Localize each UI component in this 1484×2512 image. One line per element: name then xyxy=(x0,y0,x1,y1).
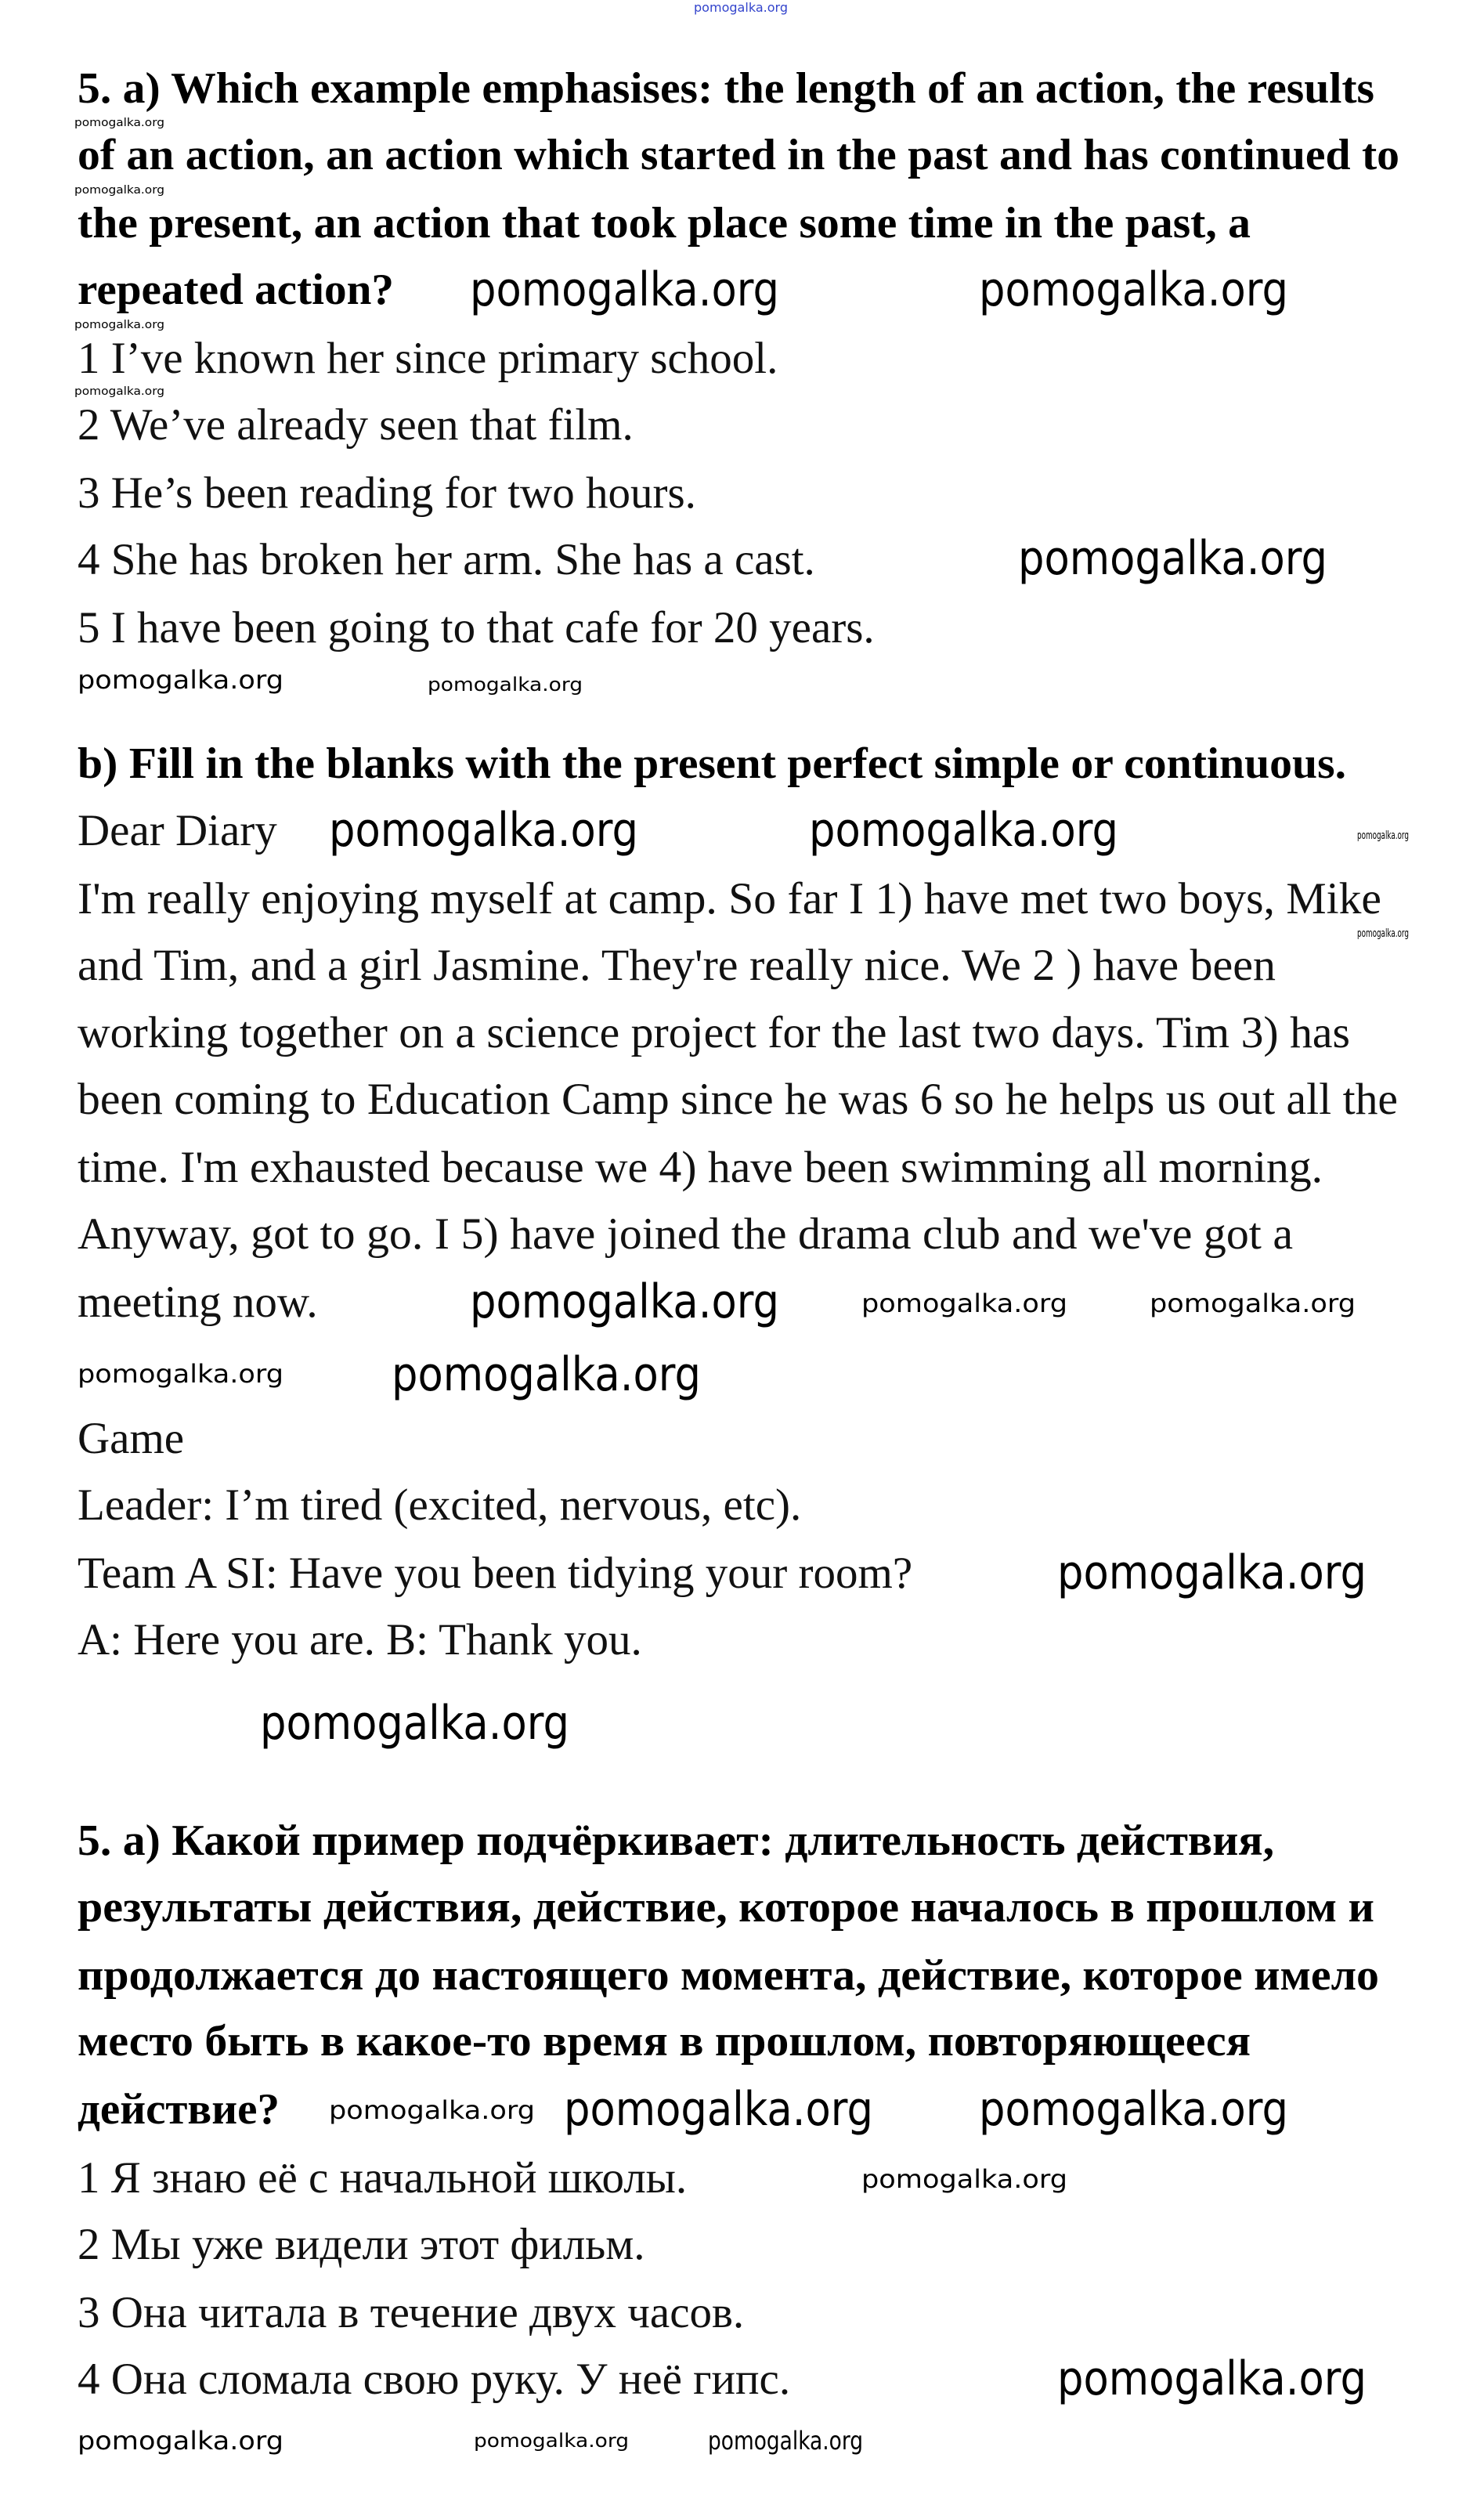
watermark: pomogalka.org xyxy=(78,2426,283,2456)
watermark: pomogalka.org xyxy=(564,2082,873,2137)
watermark: pomogalka.org xyxy=(74,319,164,331)
game-line: Team A SI: Have you been tidying your room? xyxy=(78,1549,913,1598)
watermark: pomogalka.org xyxy=(470,1274,779,1329)
example-item-ru: 3 Она читала в течение двух часов. xyxy=(78,2288,745,2337)
game-line: Leader: I’m tired (excited, nervous, etc). xyxy=(78,1480,802,1530)
watermark: pomogalka.org xyxy=(474,2430,629,2452)
watermark-top: pomogalka.org xyxy=(694,0,788,15)
watermark: pomogalka.org xyxy=(1057,2351,1367,2406)
exercise-title-line: the present, an action that took place some time in the past, a xyxy=(78,199,1251,248)
watermark: pomogalka.org xyxy=(979,262,1288,317)
watermark: pomogalka.org xyxy=(74,385,164,398)
exercise-title-line-ru: продолжается до настоящего момента, действие, которое имело xyxy=(78,1951,1379,2000)
example-item-ru: 2 Мы уже видели этот фильм. xyxy=(78,2220,645,2269)
diary-line: meeting now. xyxy=(78,1278,318,1327)
watermark: pomogalka.org xyxy=(74,184,164,197)
watermark: pomogalka.org xyxy=(329,2095,535,2125)
example-item: 3 He’s been reading for two hours. xyxy=(78,468,696,518)
diary-line: and Tim, and a girl Jasmine. They're really nice. We 2 ) have been xyxy=(78,941,1276,990)
watermark: pomogalka.org xyxy=(1057,1545,1367,1600)
watermark: pomogalka.org xyxy=(74,117,164,129)
example-item-ru: 1 Я знаю её с начальной школы. xyxy=(78,2153,688,2203)
diary-line: Dear Diary xyxy=(78,806,277,855)
watermark: pomogalka.org xyxy=(470,262,779,317)
exercise-title-line-ru: результаты действия, действие, которое началось в прошлом и xyxy=(78,1883,1374,1932)
exercise-title-line-ru: 5. а) Какой пример подчёркивает: длительность действия, xyxy=(78,1816,1274,1865)
exercise-title-line: 5. a) Which example emphasises: the length of an action, the results xyxy=(78,64,1374,113)
watermark: pomogalka.org xyxy=(1357,927,1409,940)
watermark: pomogalka.org xyxy=(861,2164,1067,2194)
watermark: pomogalka.org xyxy=(708,2426,863,2456)
watermark: pomogalka.org xyxy=(260,1696,569,1751)
watermark: pomogalka.org xyxy=(329,803,638,858)
watermark: pomogalka.org xyxy=(809,803,1118,858)
example-item-ru: 4 Она сломала свою руку. У неё гипс. xyxy=(78,2355,791,2404)
watermark: pomogalka.org xyxy=(1357,830,1409,842)
example-item: 2 We’ve already seen that film. xyxy=(78,400,634,450)
example-item: 5 I have been going to that cafe for 20 years. xyxy=(78,603,875,652)
watermark: pomogalka.org xyxy=(78,665,283,695)
exercise-title-line-ru: место быть в какое-то время в прошлом, повторяющееся xyxy=(78,2017,1251,2066)
watermark: pomogalka.org xyxy=(1150,1289,1356,1318)
watermark: pomogalka.org xyxy=(428,674,583,696)
watermark: pomogalka.org xyxy=(861,1289,1067,1318)
diary-line: been coming to Education Camp since he was 6 so he helps us out all the xyxy=(78,1075,1398,1124)
watermark: pomogalka.org xyxy=(979,2082,1288,2137)
game-line: A: Here you are. B: Thank you. xyxy=(78,1615,642,1664)
example-item: 4 She has broken her arm. She has a cast. xyxy=(78,535,815,584)
watermark: pomogalka.org xyxy=(78,1359,283,1389)
watermark: pomogalka.org xyxy=(1018,531,1327,586)
game-line: Game xyxy=(78,1414,185,1463)
exercise-title-line: repeated action? xyxy=(78,266,394,314)
diary-line: time. I'm exhausted because we 4) have been swimming all morning. xyxy=(78,1143,1323,1192)
part-b-title: b) Fill in the blanks with the present perfect simple or continuous. xyxy=(78,739,1346,788)
diary-line: I'm really enjoying myself at camp. So far I 1) have met two boys, Mike xyxy=(78,874,1381,923)
example-item: 1 I’ve known her since primary school. xyxy=(78,334,778,383)
exercise-title-line-ru: действие? xyxy=(78,2085,280,2134)
diary-line: working together on a science project for the last two days. Tim 3) has xyxy=(78,1008,1351,1057)
watermark: pomogalka.org xyxy=(392,1347,701,1402)
diary-line: Anyway, got to go. I 5) have joined the drama club and we've got a xyxy=(78,1209,1293,1259)
exercise-title-line: of an action, an action which started in the past and has continued to xyxy=(78,131,1400,179)
